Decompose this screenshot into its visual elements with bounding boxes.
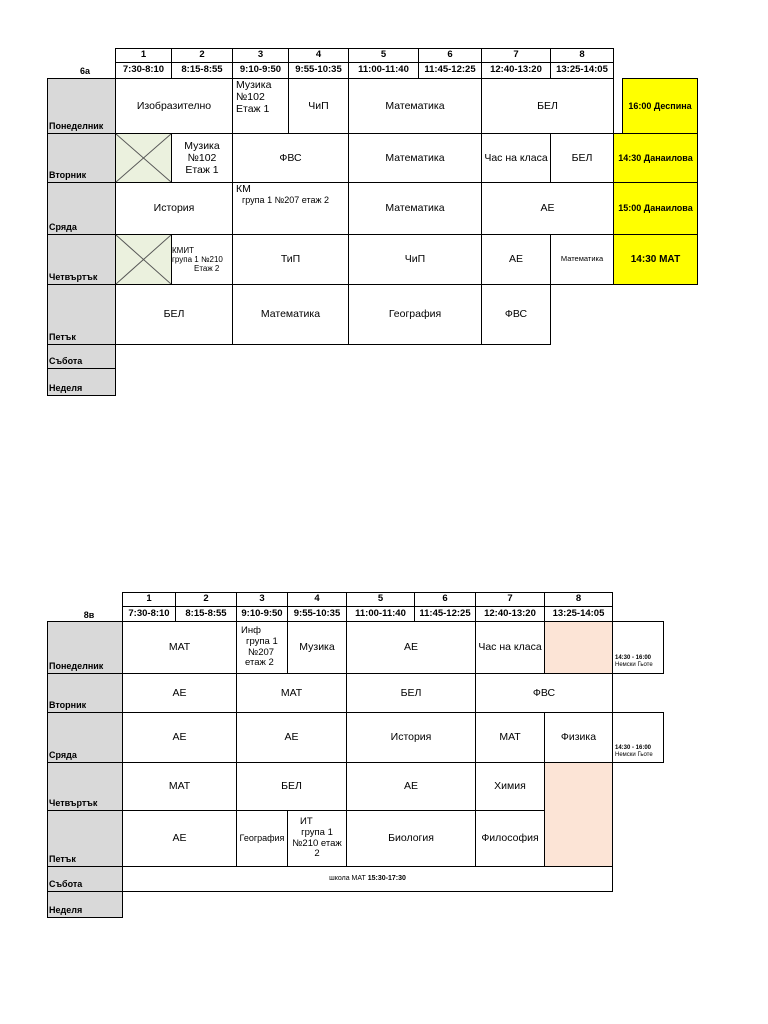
lesson-cell (122, 866, 613, 892)
lesson-cell: ФВС (232, 133, 349, 183)
extra-activity (612, 621, 664, 674)
lesson-text: №102 (236, 91, 265, 104)
day-label: Петък (47, 284, 116, 345)
period-number: 4 (288, 48, 349, 63)
day-label: Събота (47, 866, 123, 892)
extra-text: Немски Гьоте (615, 751, 653, 758)
extra-activity: 14:30 Данаилова (613, 133, 698, 183)
lesson-cell: ЧиП (348, 234, 482, 285)
lesson-cell: Математика (348, 182, 482, 235)
lesson-cell: МАТ (475, 712, 545, 763)
lesson-text: група 1 (301, 826, 333, 838)
class-label: 6а (79, 66, 90, 76)
lesson-cell: АЕ (236, 712, 347, 763)
period-number: 7 (481, 48, 551, 63)
lesson-text: Етаж 2 (194, 264, 220, 274)
lesson-cell (236, 621, 288, 674)
lesson-cell: АЕ (346, 762, 476, 811)
period-time: 8:15-8:55 (171, 62, 233, 79)
period-time: 12:40-13:20 (481, 62, 551, 79)
period-number: 5 (346, 592, 415, 607)
period-time: 11:00-11:40 (348, 62, 419, 79)
period-time: 9:10-9:50 (232, 62, 289, 79)
lesson-cell: История (346, 712, 476, 763)
day-label: Понеделник (47, 621, 123, 674)
lesson-cell: АЕ (122, 673, 237, 713)
lesson-cell: АЕ (122, 712, 237, 763)
period-time: 9:55-10:35 (287, 606, 347, 622)
lesson-cell: Час на класа (475, 621, 545, 674)
day-label: Петък (47, 810, 123, 867)
lesson-text: КМИТ (172, 245, 194, 255)
day-label: Неделя (47, 368, 116, 396)
lesson-cell (171, 234, 233, 285)
day-label: Понеделник (47, 78, 116, 134)
day-label: Неделя (47, 891, 123, 918)
lesson-cell: Математика (550, 234, 614, 285)
extra-time: 14:30 - 16:00 (615, 654, 652, 661)
period-number: 3 (236, 592, 288, 607)
lesson-cell: АЕ (122, 810, 237, 867)
lesson-cell: География (348, 284, 482, 345)
empty-lesson-cell (544, 762, 613, 867)
period-number: 1 (122, 592, 176, 607)
lesson-cell: АЕ (346, 621, 476, 674)
lesson-cell: География (236, 810, 288, 867)
school-time: 15:30-17:30 (367, 874, 406, 882)
lesson-text: Музика (184, 139, 220, 152)
lesson-cell: БЕЛ (236, 762, 347, 811)
day-label: Вторник (47, 133, 116, 183)
day-label: Сряда (47, 182, 116, 235)
lesson-cell: МАТ (122, 621, 237, 674)
lesson-text: Етаж 1 (236, 103, 270, 116)
lesson-text: Инф (241, 624, 261, 636)
lesson-text: ИТ (300, 815, 313, 827)
lesson-text: №207 (248, 646, 275, 658)
period-time: 12:40-13:20 (475, 606, 545, 622)
lesson-cell (232, 182, 349, 235)
period-number: 4 (287, 592, 347, 607)
lesson-cell: МАТ (236, 673, 347, 713)
lesson-cell: БЕЛ (550, 133, 614, 183)
lesson-cell: БЕЛ (481, 78, 614, 134)
lesson-text: Етаж 1 (185, 164, 219, 177)
lesson-cell: Химия (475, 762, 545, 811)
lesson-text: 2 (314, 848, 320, 860)
lesson-text: №102 (187, 151, 217, 164)
lesson-text: №210 етаж (292, 837, 342, 849)
period-time: 11:45-12:25 (414, 606, 476, 622)
extra-activity: 16:00 Деспина (622, 78, 698, 134)
lesson-cell: Математика (348, 78, 482, 134)
period-time: 13:25-14:05 (550, 62, 614, 79)
lesson-cell: Математика (348, 133, 482, 183)
lesson-cell: АЕ (481, 234, 551, 285)
period-number: 6 (414, 592, 476, 607)
period-time: 11:00-11:40 (346, 606, 415, 622)
lesson-text: група 1 №210 (172, 254, 223, 264)
lesson-cell (232, 78, 289, 134)
period-number: 8 (550, 48, 614, 63)
lesson-text: КМ (236, 183, 251, 195)
lesson-cell: ТиП (232, 234, 349, 285)
lesson-cell: Математика (232, 284, 349, 345)
lesson-text: група 1 (246, 635, 278, 647)
period-time: 13:25-14:05 (544, 606, 613, 622)
period-number: 5 (348, 48, 419, 63)
empty-lesson-cell (544, 621, 613, 674)
class-label: 8в (83, 610, 95, 620)
empty-period-cross (115, 234, 172, 285)
lesson-cell: ФВС (475, 673, 613, 713)
lesson-text: етаж 2 (245, 657, 274, 669)
period-number: 7 (475, 592, 545, 607)
lesson-cell: Изобразително (115, 78, 233, 134)
lesson-cell: Физика (544, 712, 613, 763)
lesson-cell: МАТ (122, 762, 237, 811)
day-label: Четвъртък (47, 762, 123, 811)
day-label: Четвъртък (47, 234, 116, 285)
period-number: 1 (115, 48, 172, 63)
extra-activity: 14:30 МАТ (613, 234, 698, 285)
period-time: 11:45-12:25 (418, 62, 482, 79)
extra-activity: 15:00 Данаилова (613, 182, 698, 235)
lesson-cell: ЧиП (288, 78, 349, 134)
school-label: школа МАТ (329, 874, 366, 882)
lesson-cell: Музика (287, 621, 347, 674)
day-label: Вторник (47, 673, 123, 713)
extra-text: Немски Гьоте (615, 661, 653, 668)
lesson-cell: АЕ (481, 182, 614, 235)
day-label: Събота (47, 344, 116, 369)
period-time: 7:30-8:10 (115, 62, 172, 79)
day-label: Сряда (47, 712, 123, 763)
empty-period-cross (115, 133, 172, 183)
lesson-text: Музика (236, 79, 272, 91)
period-number: 2 (175, 592, 237, 607)
lesson-cell (171, 133, 233, 183)
lesson-cell: ФВС (481, 284, 551, 345)
lesson-cell: БЕЛ (346, 673, 476, 713)
lesson-text: група 1 №207 етаж 2 (242, 195, 330, 206)
period-time: 9:55-10:35 (288, 62, 349, 79)
extra-activity (612, 712, 664, 763)
period-number: 6 (418, 48, 482, 63)
period-time: 9:10-9:50 (236, 606, 288, 622)
lesson-cell: Час на класа (481, 133, 551, 183)
period-time: 7:30-8:10 (122, 606, 176, 622)
lesson-cell (287, 810, 347, 867)
period-number: 8 (544, 592, 613, 607)
period-number: 2 (171, 48, 233, 63)
lesson-cell: Биология (346, 810, 476, 867)
period-number: 3 (232, 48, 289, 63)
period-time: 8:15-8:55 (175, 606, 237, 622)
extra-time: 14:30 - 16:00 (615, 744, 652, 751)
lesson-cell: БЕЛ (115, 284, 233, 345)
lesson-cell: История (115, 182, 233, 235)
lesson-cell: Философия (475, 810, 545, 867)
